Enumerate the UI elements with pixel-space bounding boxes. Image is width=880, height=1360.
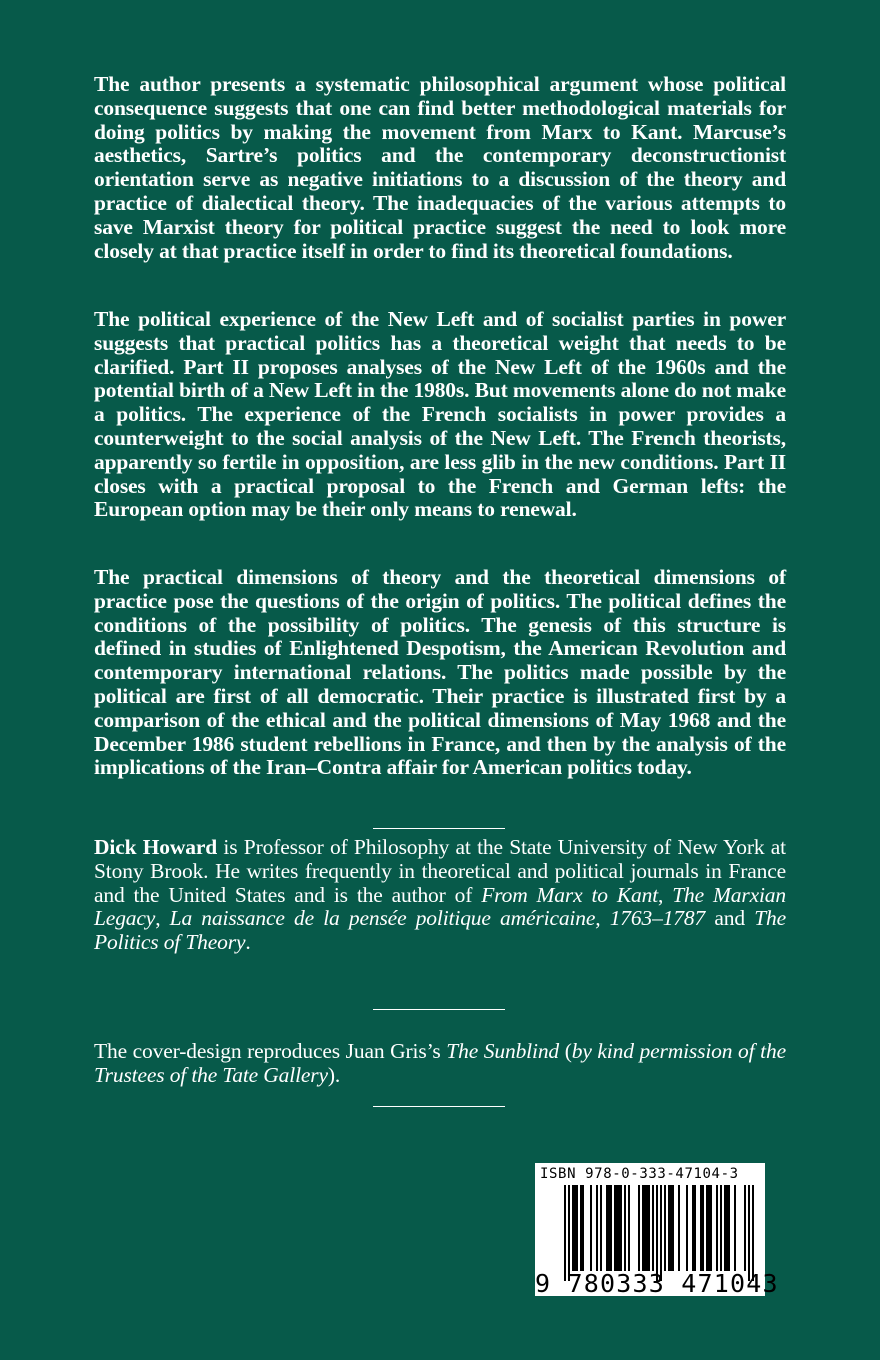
barcode-bar [638, 1185, 640, 1271]
barcode-bar [728, 1185, 730, 1271]
blurb-paragraph-3: The practical dimensions of theory and the theoretical dimensions of practice pose the questions of the origin of politics. The political defines the conditions of the possibility of politics. The genesis of this structure is defined in studies of Enlightened Despotism, the American Revolution and contemporary international relations. The politics made possible by the political are first of all democratic. Their practice is illustrated first by a comparison of the ethical and the political dimensions of May 1968 and the December 1986 student rebellions in France, and then by the analysis of the implications of the Iran–Contra affair for American politics today. [94, 565, 786, 780]
barcode-bar [580, 1185, 582, 1271]
credit-text: ( [559, 1039, 572, 1063]
barcode-bar [694, 1185, 696, 1271]
barcode-bar [564, 1185, 566, 1281]
barcode-bar [642, 1185, 644, 1271]
barcode-bar [624, 1185, 626, 1271]
barcode-bar [724, 1185, 726, 1271]
barcode-bar [616, 1185, 618, 1271]
barcode-bar [710, 1185, 712, 1271]
blurb-paragraph-2: The political experience of the New Left and of socialist parties in power suggests that practical politics has a theoretical weight that needs to be clarified. Part II proposes analyses of the New Left of the 1960s and the potential birth of a New Left in the 1980s. But movements alone do not make a politics. The experience of the French socialists in power provides a counterweight to the social analysis of the New Left. The French theorists, apparently so fertile in opposition, are less glib in the new conditions. Part II closes with a practical proposal to the French and German lefts: the European option may be their only means to renewal. [94, 307, 786, 522]
barcode-bar [664, 1185, 666, 1271]
barcode-bar [606, 1185, 608, 1271]
isbn-label: ISBN 978-0-333-47104-3 [540, 1166, 739, 1182]
barcode-bar [646, 1185, 648, 1271]
barcode-bar [660, 1185, 662, 1281]
barcode-bar [600, 1185, 602, 1271]
credit-text: ). [327, 1062, 341, 1087]
author-bio [94, 836, 786, 955]
book-title: The Marxian Legacy [94, 882, 786, 931]
barcode-bar [596, 1185, 598, 1271]
book-title: From Marx to Kant [481, 882, 659, 907]
barcode-bar [648, 1185, 650, 1271]
barcode-bar [652, 1185, 654, 1271]
barcode-bar [670, 1185, 672, 1271]
barcode-bar [574, 1185, 576, 1271]
barcode-bar [726, 1185, 728, 1271]
separator: , [155, 906, 170, 931]
barcode-bar [644, 1185, 646, 1271]
barcode-bar [668, 1185, 670, 1271]
barcode-bar [628, 1185, 630, 1271]
barcode-bar [748, 1185, 750, 1281]
book-title: The Politics of Theory [94, 906, 787, 955]
barcode-bar [572, 1185, 574, 1271]
barcode-bar [582, 1185, 584, 1271]
barcode-bar [744, 1185, 746, 1271]
book-title: La naissance de la pensée politique américaine, 1763–1787 [169, 906, 706, 931]
blurb-paragraph-1: The author presents a systematic philosophical argument whose political consequence suggests that one can find better methodological materials for doing politics by making the movement from Marx to Kant. Marcuse’s aesthetics, Sartre’s politics and the contemporary deconstructionist orientation serve as negative initiations to a discussion of the theory and practice of dialectical theory. The inadequacies of the various attempts to save Marxist theory for political practice suggest the need to look more closely at that practice itself in order to find its theoretical foundations. [94, 72, 786, 263]
barcode [535, 1163, 779, 1298]
ean-number: 9 780333 471043 [535, 1269, 779, 1298]
barcode-bar [752, 1185, 754, 1281]
separator: , [658, 882, 673, 907]
barcode-bar [700, 1185, 702, 1271]
barcode-bar [692, 1185, 694, 1271]
artwork-title: The Sunblind [446, 1039, 560, 1063]
barcode-bar [568, 1185, 570, 1281]
author-bio-text: is Professor of Philosophy at the State University of New York at Stony Brook. He writes frequently in theoretical and political journals in France and the United States and is the author of [94, 835, 786, 907]
barcode-bar [590, 1185, 592, 1271]
barcode-bar [576, 1185, 578, 1271]
credit-text: The cover-design reproduces Juan Gris’s [94, 1039, 447, 1063]
permission-credit: by kind permission of the Trustees of the Tate Gallery [94, 1039, 786, 1087]
separator: and [705, 906, 755, 931]
divider-rule [373, 1106, 505, 1107]
barcode-bar [686, 1185, 688, 1271]
barcode-bar [678, 1185, 680, 1271]
barcode-bar [656, 1185, 658, 1281]
barcode-bar [620, 1185, 622, 1271]
barcode-bar [672, 1185, 674, 1271]
divider-rule [373, 1009, 505, 1010]
cover-design-credit [94, 1040, 786, 1088]
barcode-bar [618, 1185, 620, 1271]
barcode-bar [610, 1185, 612, 1271]
barcode-bar [614, 1185, 616, 1271]
barcode-bar [734, 1185, 736, 1271]
barcode-bar [706, 1185, 708, 1271]
barcode-bar [608, 1185, 610, 1271]
separator: . [245, 930, 251, 955]
divider-rule [373, 828, 505, 829]
barcode-bar [708, 1185, 710, 1271]
barcode-bar [720, 1185, 722, 1271]
barcode-bar [702, 1185, 704, 1271]
author-name: Dick Howard [94, 835, 218, 859]
barcode-bar [716, 1185, 718, 1271]
